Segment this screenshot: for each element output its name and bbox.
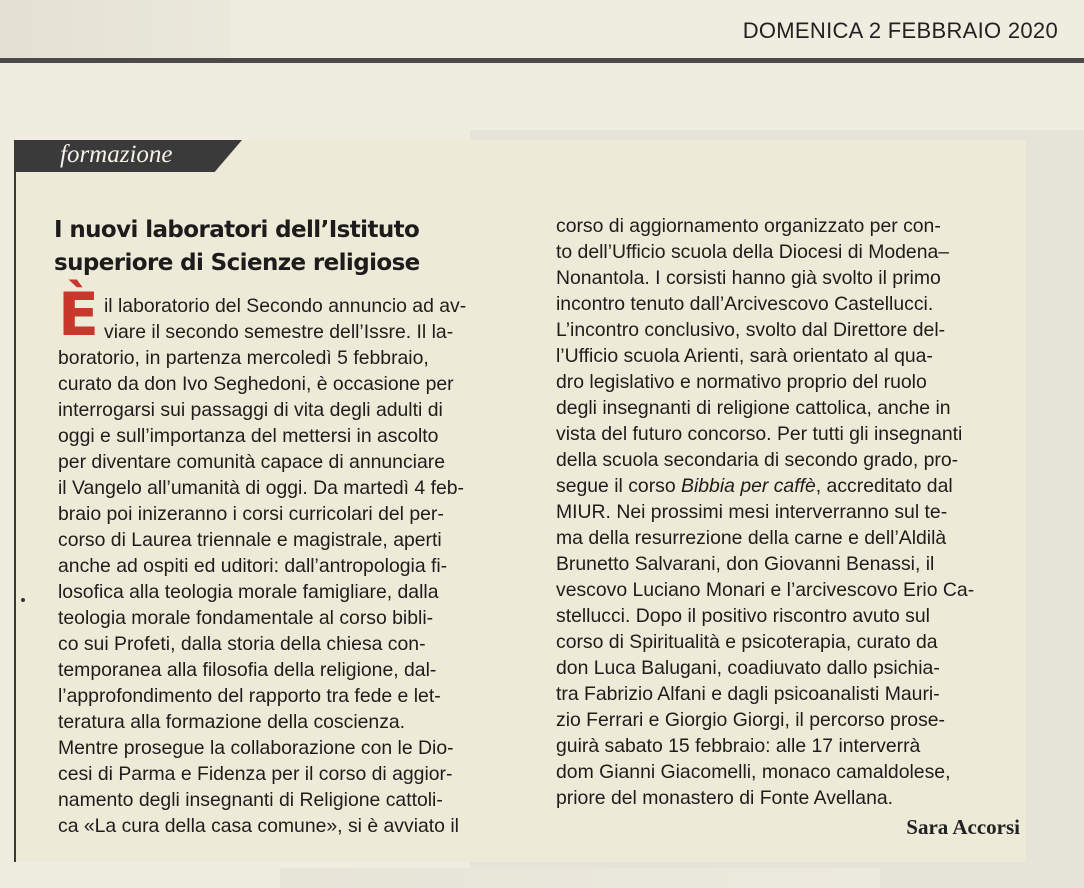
body-line: vescovo Luciano Monari e l’arcivescovo Erio Ca- (556, 579, 975, 601)
body-line: Mentre prosegue la collaborazione con le Dio- (58, 737, 454, 759)
headline-line-2: superiore di Scienze religiose (54, 250, 420, 276)
background-bleed (0, 0, 230, 58)
body-line: teratura alla formazione della coscienza. (58, 711, 406, 733)
body-line: anche ad ospiti ed uditori: dall’antropologia fi- (58, 555, 448, 577)
body-line: dro legislativo e normativo proprio del ruolo (556, 371, 927, 393)
book-title: Bibbia per caffè (681, 475, 816, 497)
body-line: ca «La cura della casa comune», si è avviato il (58, 815, 459, 837)
body-line: dom Gianni Giacomelli, monaco camaldolese, (556, 761, 951, 783)
body-line: braio poi inizeranno i corsi curricolari del per- (58, 503, 444, 525)
article-column-right (556, 213, 1021, 811)
body-line: priore del monastero di Fonte Avellana. (556, 787, 894, 809)
body-line: Brunetto Salvarani, don Giovanni Benassi, il (556, 553, 935, 575)
body-line: to dell’Ufficio scuola della Diocesi di Modena– (556, 241, 950, 263)
body-line: losofica alla teologia morale famigliare, dalla (58, 581, 439, 603)
body-line: corso di Laurea triennale e magistrale, aperti (58, 529, 442, 551)
body-line: l’Ufficio scuola Arienti, sarà orientato al qua- (556, 345, 933, 367)
article-headline (54, 214, 524, 280)
body-line: stellucci. Dopo il positivo riscontro avuto sul (556, 605, 930, 627)
body-line: interrogarsi sui passaggi di vita degli adulti di (58, 399, 443, 421)
body-line: l’approfondimento del rapporto tra fede e let- (58, 685, 441, 707)
body-line: guirà sabato 15 febbraio: alle 17 interverrà (556, 735, 921, 757)
footer-bleed (280, 868, 880, 888)
margin-dot (21, 598, 25, 602)
body-line: il laboratorio del Secondo annuncio ad av- (104, 295, 467, 317)
body-line: L’incontro conclusivo, svolto dal Direttore del- (556, 319, 946, 341)
body-line: tra Fabrizio Alfani e dagli psicoanalisti Mauri- (556, 683, 940, 705)
body-line: temporanea alla filosofia della religione, dal- (58, 659, 437, 681)
body-line: corso di aggiornamento organizzato per con- (556, 215, 941, 237)
body-line: Nonantola. I corsisti hanno già svolto il primo (556, 267, 941, 289)
body-line: oggi e sull’importanza del mettersi in ascolto (58, 425, 439, 447)
body-line: namento degli insegnanti di Religione cattoli- (58, 789, 443, 811)
article-left-border (14, 168, 16, 862)
body-line: cesi di Parma e Fidenza per il corso di aggior- (58, 763, 453, 785)
body-line-mixed (556, 473, 1021, 499)
body-line: corso di Spiritualità e psicoterapia, curato da (556, 631, 938, 653)
body-line: incontro tenuto dall’Arcivescovo Castellucci. (556, 293, 934, 315)
body-line: teologia morale fondamentale al corso bibli- (58, 607, 434, 629)
article-column-left (58, 293, 528, 839)
headline-line-1: I nuovi laboratori dell’Istituto (54, 217, 420, 243)
body-line: per diventare comunità capace di annunciare (58, 451, 445, 473)
body-line: il Vangelo all’umanità di oggi. Da martedì 4 feb- (58, 477, 464, 499)
body-line: boratorio, in partenza mercoledì 5 febbraio, (58, 347, 429, 369)
body-line: MIUR. Nei prossimi mesi interverranno sul te- (556, 501, 948, 523)
body-line: ma della resurrezione della carne e dell’Aldilà (556, 527, 947, 549)
body-line: degli insegnanti di religione cattolica, anche in (556, 397, 951, 419)
body-line: don Luca Balugani, coadiuvato dallo psichia- (556, 657, 940, 679)
section-label: formazione (60, 141, 173, 168)
body-line: vista del futuro concorso. Per tutti gli insegnanti (556, 423, 963, 445)
body-line: curato da don Ivo Seghedoni, è occasione per (58, 373, 454, 395)
article-byline: Sara Accorsi (906, 815, 1020, 839)
body-line: della scuola secondaria di secondo grado, pro- (556, 449, 959, 471)
body-text: segue il corso (556, 475, 676, 497)
header-rule (0, 58, 1084, 63)
drop-cap: È (58, 280, 99, 350)
body-line: viare il secondo semestre dell’Issre. Il la- (104, 321, 454, 343)
body-line: zio Ferrari e Giorgio Giorgi, il percorso prose- (556, 709, 946, 731)
body-line: co sui Profeti, dalla storia della chiesa con- (58, 633, 426, 655)
body-text: , accreditato dal (815, 475, 953, 497)
page-date: DOMENICA 2 FEBBRAIO 2020 (742, 18, 1058, 43)
